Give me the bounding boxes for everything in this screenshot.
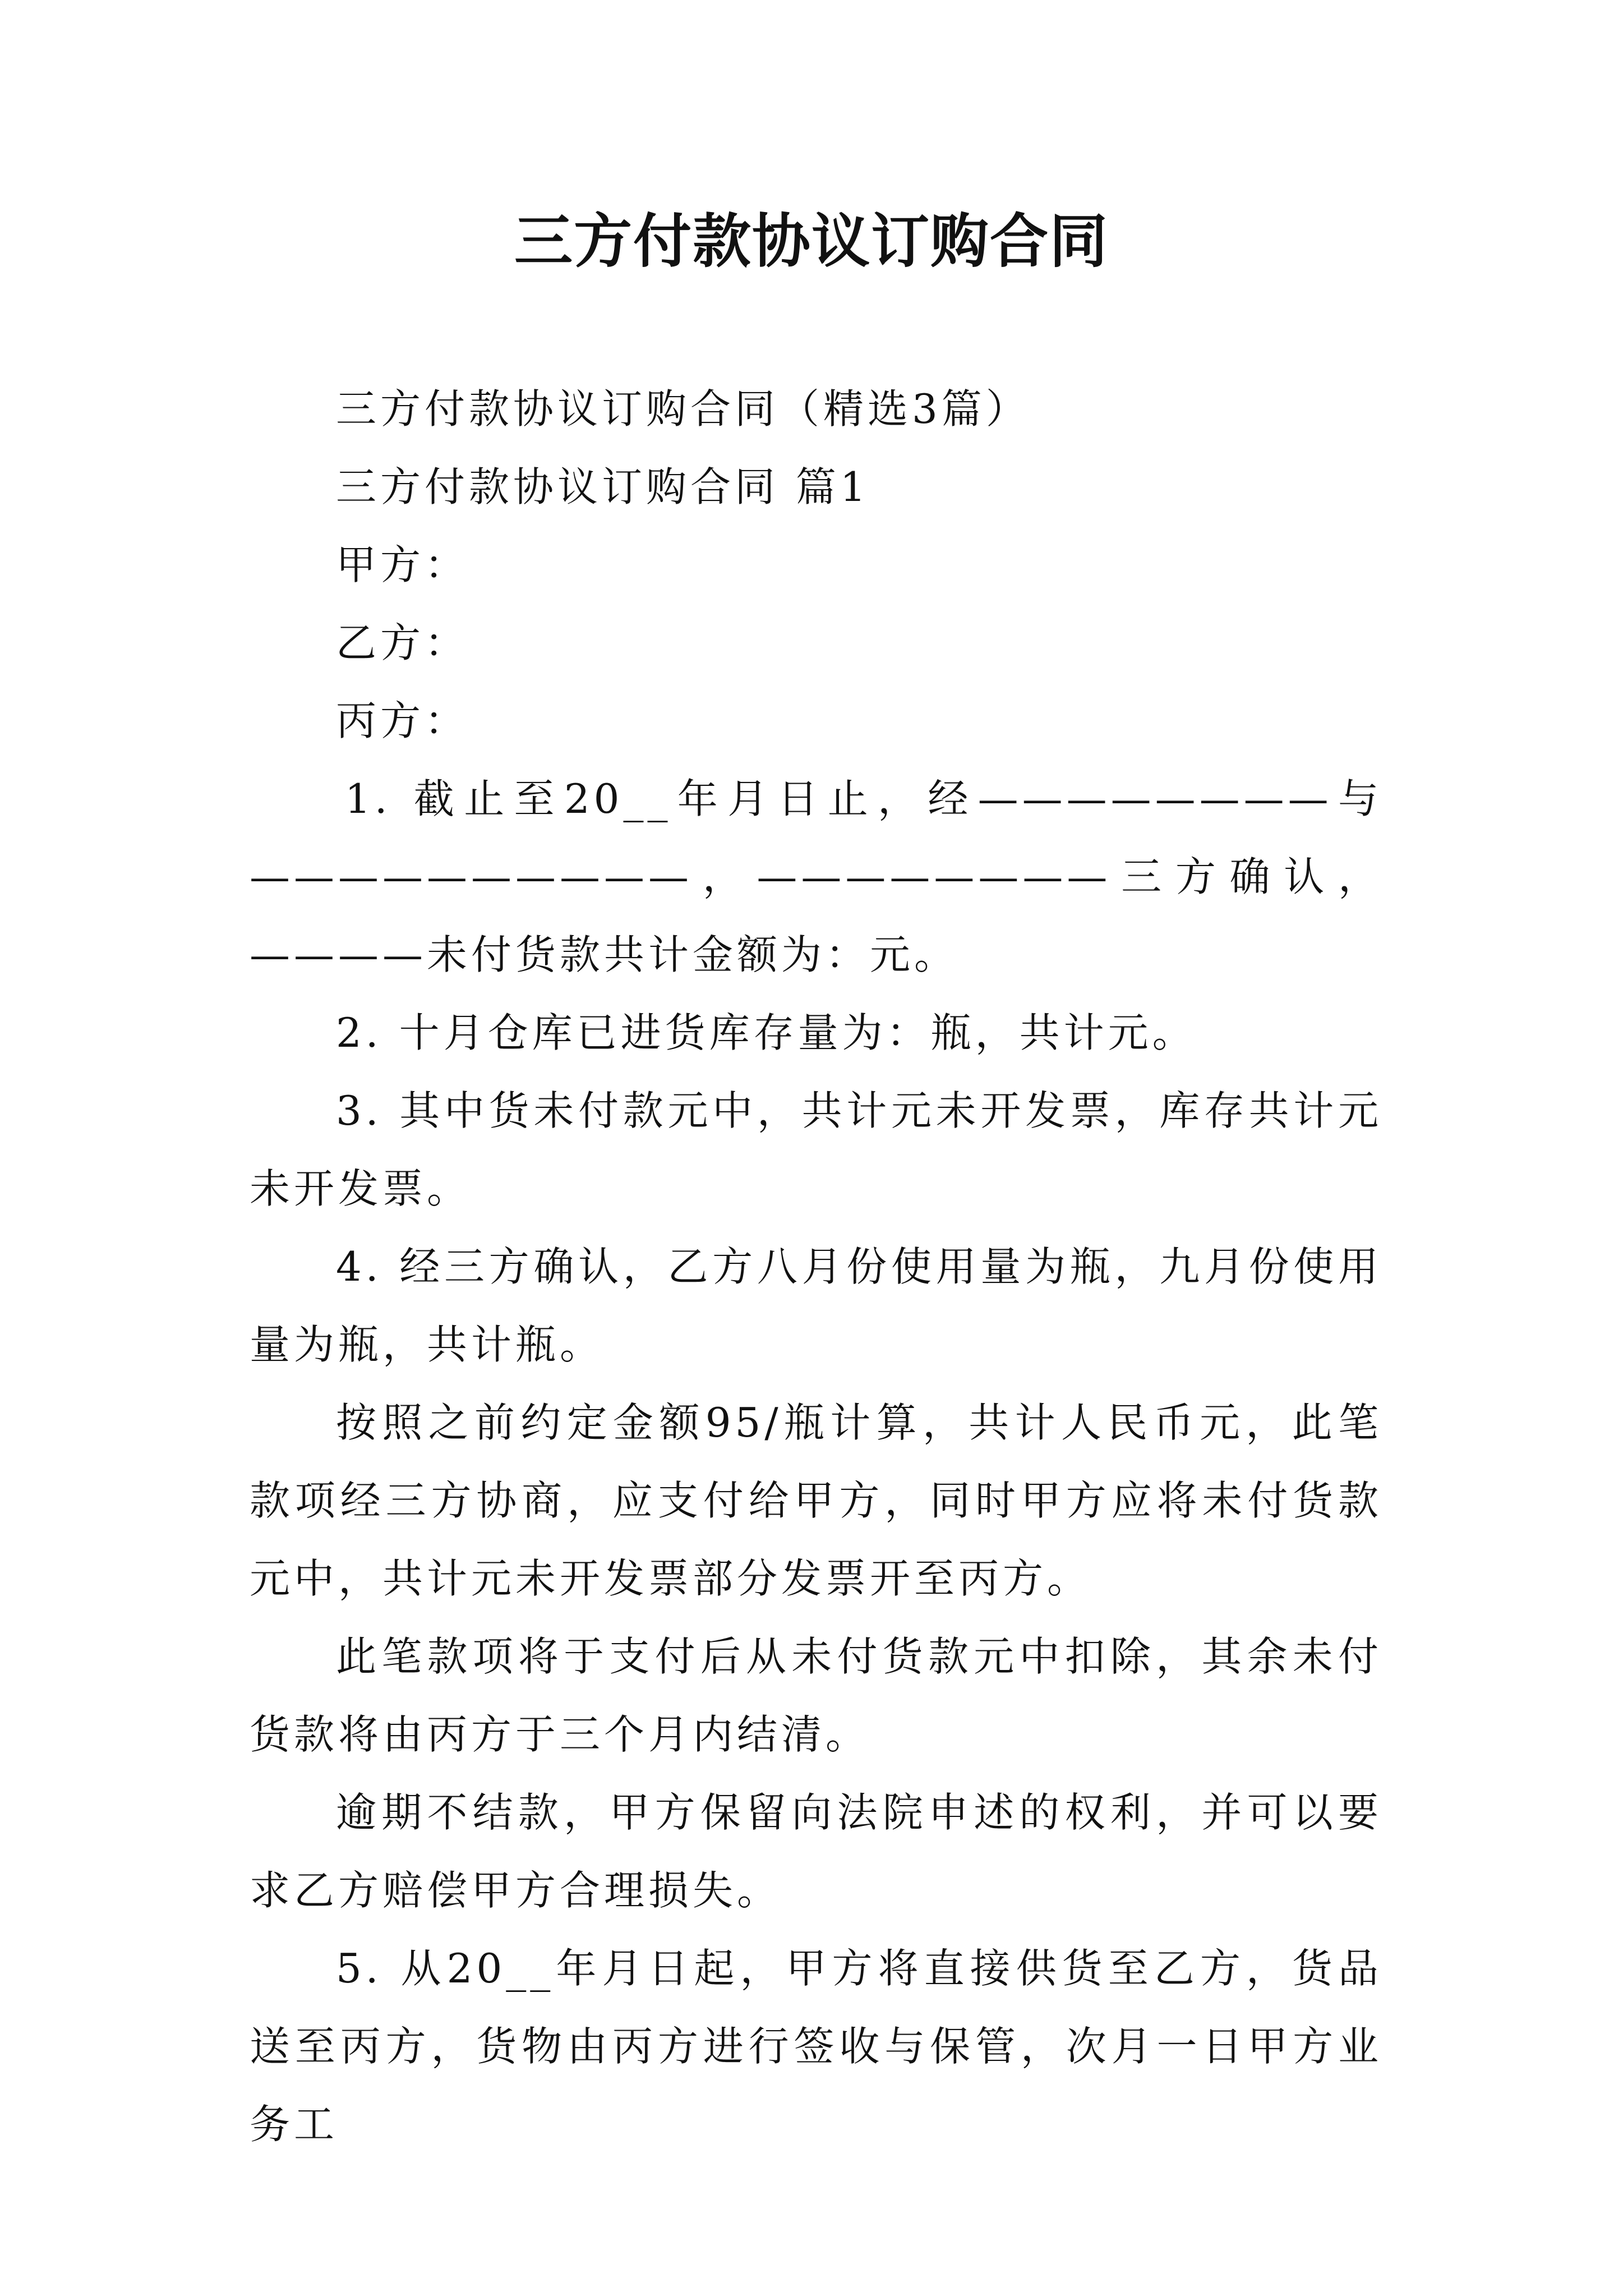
paragraph-clause-2: 2. 十月仓库已进货库存量为：瓶，共计元。 — [336, 1009, 1197, 1056]
paragraph-clause-3: 3. 其中货未付款元中，共计元未开发票，库存共计元未开发票。 — [250, 1087, 1382, 1212]
paragraph-clause-4: 4. 经三方确认，乙方八月份使用量为瓶，九月份使用量为瓶，共计瓶。 — [250, 1243, 1382, 1368]
paragraph-party-b: 乙方： — [336, 619, 469, 666]
document-body — [250, 370, 1382, 2164]
paragraph-clause-5: 5. 从20__年月日起，甲方将直接供货至乙方，货品送至丙方，货物由丙方进行签收与保管，次月一日甲方业务工 — [250, 1945, 1382, 2148]
paragraph-party-c: 丙方： — [336, 697, 469, 744]
paragraph-clause-1: 1. 截止至20__年月日止，经————————与——————————，————————三方确认，————未付货款共计金额为：元。 — [250, 775, 1382, 978]
paragraph-party-a: 甲方： — [336, 541, 469, 588]
paragraph-calculation: 按照之前约定金额95/瓶计算，共计人民币元，此笔款项经三方协商，应支付给甲方，同时甲方应将未付货款元中，共计元未开发票部分发票开至丙方。 — [250, 1399, 1382, 1602]
paragraph-subtitle: 三方付款协议订购合同（精选3篇） — [336, 385, 1030, 432]
document-title: 三方付款协议订购合同 — [514, 206, 1109, 275]
paragraph-section-heading: 三方付款协议订购合同 篇1 — [336, 463, 870, 510]
paragraph-overdue: 逾期不结款，甲方保留向法院申述的权利，并可以要求乙方赔偿甲方合理损失。 — [250, 1789, 1382, 1914]
paragraph-deduction: 此笔款项将于支付后从未付货款元中扣除，其余未付货款将由丙方于三个月内结清。 — [250, 1633, 1382, 1758]
